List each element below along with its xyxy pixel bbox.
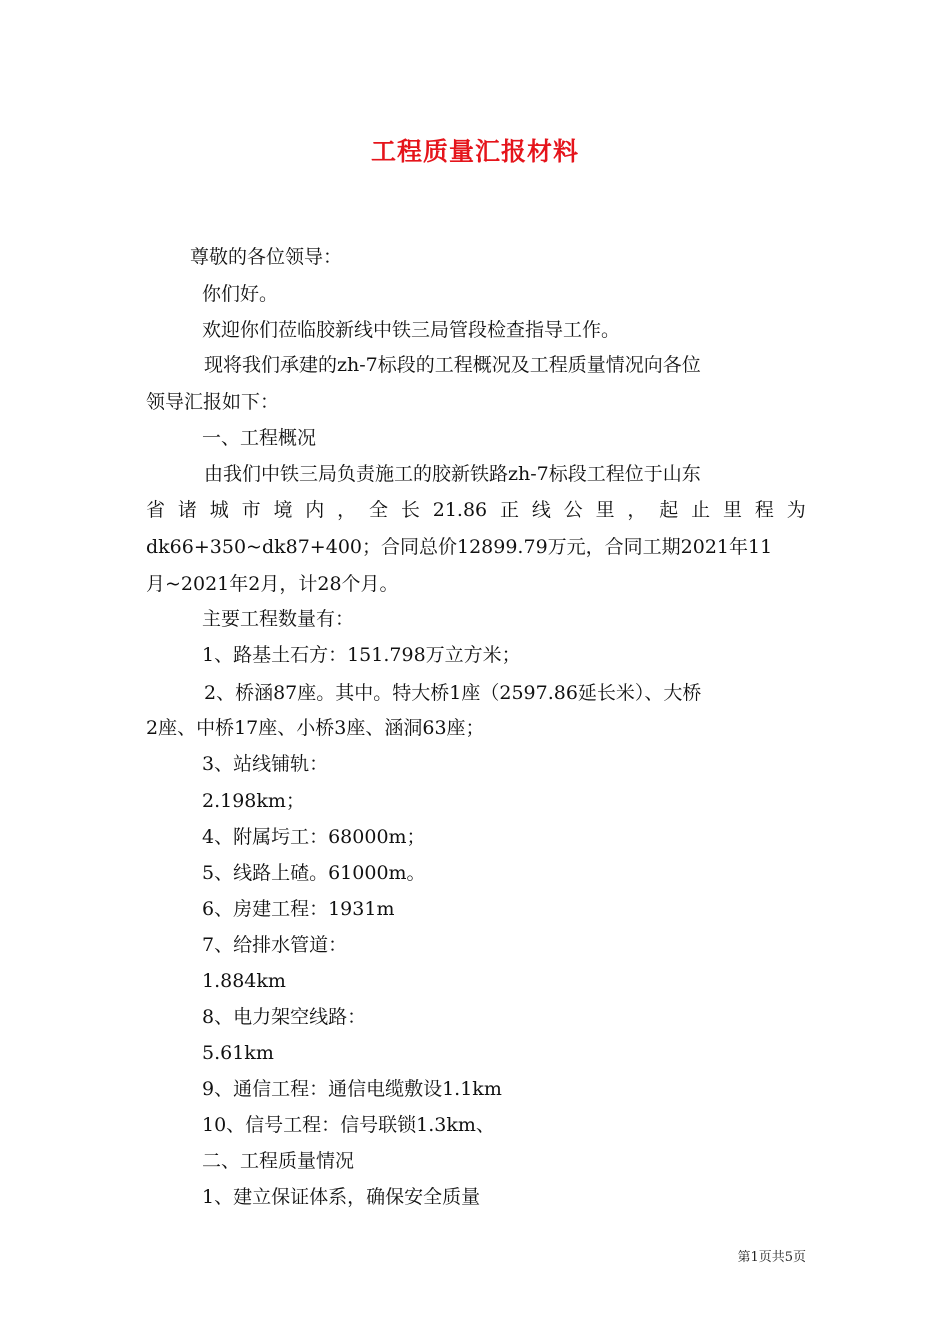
justified-line: [146, 497, 806, 523]
text-fragment: 里: [723, 499, 743, 521]
list-item: 7、给排水管道：: [202, 934, 348, 956]
text-fragment: 21.86: [432, 499, 488, 521]
text-fragment: 线: [531, 499, 551, 521]
text-fragment: 长: [400, 499, 420, 521]
paragraph-line: 月~2021年2月，计28个月。: [146, 573, 399, 595]
list-item: 4、附属圬工：68000m；: [202, 826, 426, 848]
section-heading: 一、工程概况: [202, 427, 317, 449]
document-title: 工程质量汇报材料: [370, 137, 579, 166]
text-fragment: 公: [563, 499, 583, 521]
paragraph-line: 由我们中铁三局负责施工的胶新铁路zh-7标段工程位于山东: [204, 463, 701, 485]
text-fragment: 诸: [177, 499, 197, 521]
text-fragment: 城: [209, 499, 229, 521]
list-item: 3、站线铺轨：: [202, 753, 329, 775]
page-number: 第1页共5页: [737, 1250, 806, 1265]
paragraph-line: 你们好。: [202, 283, 279, 305]
paragraph-line: 欢迎你们莅临胶新线中铁三局管段检查指导工作。: [202, 319, 621, 341]
list-item: 1.884km: [202, 970, 286, 992]
text-fragment: 内: [305, 499, 325, 521]
paragraph-line: 领导汇报如下：: [146, 391, 280, 413]
text-fragment: ，: [337, 499, 357, 521]
list-item: 2.198km；: [202, 790, 305, 812]
list-item: 9、通信工程：通信电缆敷设1.1km: [202, 1078, 502, 1100]
list-item: 2座、中桥17座、小桥3座、涵洞63座；: [146, 717, 485, 739]
text-fragment: 里: [595, 499, 615, 521]
text-fragment: 全: [369, 499, 389, 521]
section-heading: 二、工程质量情况: [202, 1150, 355, 1172]
salutation: 尊敬的各位领导：: [190, 246, 343, 268]
list-item: 5、线路上碴。61000m。: [202, 862, 426, 884]
text-fragment: 为: [786, 499, 806, 521]
text-fragment: 止: [691, 499, 711, 521]
list-item: 1、建立保证体系，确保安全质量: [202, 1186, 481, 1208]
list-item: 5.61km: [202, 1042, 274, 1064]
text-fragment: ，: [627, 499, 647, 521]
list-item: 2、桥涵87座。其中。特大桥1座（2597.86延长米）、大桥: [204, 682, 702, 704]
list-item: 8、电力架空线路：: [202, 1006, 367, 1028]
text-fragment: 境: [273, 499, 293, 521]
list-item: 1、路基土石方：151.798万立方米；: [202, 644, 521, 666]
text-fragment: 程: [754, 499, 774, 521]
text-fragment: 正: [499, 499, 519, 521]
paragraph-line: 现将我们承建的zh-7标段的工程概况及工程质量情况向各位: [204, 354, 701, 376]
text-fragment: 起: [659, 499, 679, 521]
paragraph-line: dk66+350~dk87+400；合同总价12899.79万元，合同工期2021年11: [146, 536, 773, 558]
text-fragment: 省: [146, 499, 166, 521]
paragraph-line: 主要工程数量有：: [202, 608, 355, 630]
text-fragment: 市: [241, 499, 261, 521]
list-item: 10、信号工程：信号联锁1.3km、: [202, 1114, 495, 1136]
list-item: 6、房建工程：1931m: [202, 898, 395, 920]
